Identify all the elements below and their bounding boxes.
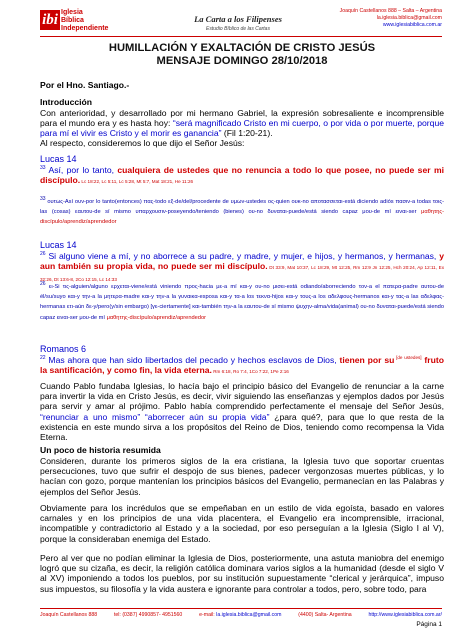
- verse1-lead: Así, por lo tanto,: [48, 165, 118, 175]
- title-line-2: MENSAJE DOMINGO 28/10/2018: [156, 55, 328, 68]
- verse1-inter-text: ουτως-Así ουν-por lo tanto(entonces) πας-todo εξ-de/del/procedente de υμων-ustedes ος-quien ουκ-no αποτασσεται-está diciendo adiós πασιν-a todas τοις-las (cosas) εαυτου-de sí mismo υπαρχουσιν-poseyendo/teniendo (bienes) ου-no δυναται-puede/está siendo capaz μου-de mí ειναι-ser: [40, 199, 444, 216]
- verse3-text: [40, 355, 444, 377]
- verse2-lead: Si alguno viene a mí, y no aborrece a su padre, y madre, y mujer, e hijos, y hermanos, y hermanas,: [48, 251, 440, 261]
- header-center: [190, 14, 286, 32]
- logo-line-2: Bíblica: [61, 17, 84, 25]
- verse2-inter-text: ει-Si τις-alguien/alguno ερχεται-viene/está viniendo προς-hacia με-a mí και-y ου-no μισει-está odiando/aborreciendo τον-a el πατερα-padre αυτου-de él/su/suyo και-y την-a la μητερα-madre και-y την-a la γυναικα-esposa και-y τα-a los τεκνα-hijos και-y τους-a los αδελφους-hermanos και-y τας-a las αδελφας-hermanas ετι-aún δε-y/pero(y/sin embargo) [γε-ciertamente] και-también την-a la εαυτου-de sí mismo ψυχην-alma/vida(animal) ου-no δυναται-puede/está siendo capaz ειναι-ser μου-de mí: [40, 284, 444, 321]
- history-paragraph-1: Consideren, durante los primeros siglos de la era cristiana, la Iglesia tuvo que soportar cruentas persecuciones, tuvo que sufrir el despojo de sus bienes, padecer vergonzosas muertes públicas, y lo hacían con gozo, porque mantenían los principios básicos del Evangelio, permanecían en las Palabras y ejemplos del Señor Jesús.: [40, 456, 444, 497]
- verse3-highlight-a: tienen por su: [339, 355, 395, 365]
- history-paragraph-2: Obviamente para los incrédulos que se empeñaban en un estilo de vida egoísta, basado en valores carnales y en los principios de una vida placentera, el Evangelio era incomprensible, irracional, incompatible y contradictorio al Estado y a la sociedad, por eso perseguían a la Iglesia (Siglo I al V), porque la consideraban enemiga del Estado.: [40, 503, 444, 544]
- history-paragraph-3: Pero al ver que no podían eliminar la Iglesia de Dios, posteriormente, una astuta maniobra del enemigo logró que su cizaña, es decir, la religión católica dominara varios siglos a la humanidad (desde el siglo V al XV) imponiendo a todos los pueblos, por su institución supuestamente “clerical y jerárquica”, impuso sus impuestos, su filosofía y la vida austera e ignorante para controlar a todos, pero, sobre todo, para: [40, 553, 444, 594]
- pablo-quote: “renunciar a uno mismo” “aborrecer aún su propia vida”: [40, 411, 270, 422]
- title-line-1: HUMILLACIÓN Y EXALTACIÓN DE CRISTO JESÚS: [108, 42, 376, 54]
- intro-heading: Introducción: [40, 97, 93, 107]
- verse1-interlinear: [40, 197, 444, 228]
- footer-email-label: e-mail:: [199, 612, 217, 618]
- verse2-inter-number: 26: [40, 281, 46, 288]
- verse2-number: 26: [40, 251, 46, 258]
- verse3-number: 22: [40, 355, 46, 362]
- verse1-inter-highlight: μαθητης-discípulo/aprendiz/aprendedor: [40, 209, 444, 226]
- verse3-lead: Mas ahora que han sido libertados del pecado y hechos esclavos de Dios,: [48, 355, 340, 365]
- verse3-bracket: [de ustedes]: [394, 355, 422, 361]
- verse2-interlinear: [40, 282, 444, 323]
- pablo-text-a: Cuando Pablo fundaba Iglesias, lo hacía bajo el principio básico del Evangelio de renunciar a la carne para invertir la vida en Cristo Jesús, es decir, vivir siguiendo las enseñanzas y ejemplos dados por Jesús para servir y amar al prójimo. Pablo había comprendido perfectamente el mensaje del Señor Jesús,: [40, 381, 444, 412]
- verse3-ref: Romanos 6: [40, 344, 87, 354]
- verse1-number: 33: [40, 165, 46, 172]
- intro-ref: (Fil 1:20-21).: [221, 128, 273, 139]
- verse2-ref: Lucas 14: [40, 240, 77, 250]
- footer-email-link[interactable]: la.iglesia.biblica@gmail.com: [216, 612, 282, 618]
- footer-divider: [40, 608, 442, 609]
- footer: [40, 612, 442, 618]
- verse3-highlight-b: fruto la santificación, y como fin, la vida eterna.: [40, 355, 444, 376]
- header-address: Joaquín Castellanos 888 – Salta – Argentina: [339, 8, 442, 14]
- verse2-inter-highlight: μαθητης-discípulo/aprendiz/aprendedor: [106, 314, 207, 321]
- verse3-xrefs: Rm 6:18, Ro 7:4, 1Co 7:22, 1Pe 2:16: [211, 369, 289, 375]
- footer-email-block: [199, 612, 281, 618]
- author-line: Por el Hno. Santiago.-: [40, 80, 130, 90]
- pablo-paragraph: [40, 381, 444, 442]
- verse1-ref: Lucas 14: [40, 154, 77, 164]
- series-title: La Carta a los Filipenses: [194, 14, 282, 24]
- footer-address: Joaquín Castellanos 888: [40, 612, 98, 618]
- logo-line-1: Iglesia: [61, 9, 83, 16]
- header-contact: [340, 8, 442, 30]
- pablo-text-b: ¿para qué?, para que lo que resta de la existencia en este mundo sirva a los propósitos del Reino de Dios, teniendo como recompensa la Vida Eterna.: [40, 411, 444, 443]
- footer-city: (4400) Salta- Argentina: [298, 612, 352, 618]
- verse1-xrefs: Lc 18:22, Lc 5:11, Lc 5:28, Mt 5:7, Mat 18:21, He 11:26: [80, 179, 194, 185]
- church-name: [61, 9, 121, 34]
- intro-quote: “será magnificado Cristo en mi cuerpo, o por vida o por muerte, porque para mí el vivir es Cristo y el morir es ganancia”: [40, 118, 445, 139]
- verse2-xrefs: Dt 33:9, Mat 10:37, Lc 18:29, Mt 12:25, Rm 12:9 Jn 12:25, Hch 20:24, Ap 12:11, Ex 32:26, Dt 13:6-8, 2Co 12:15, Lc 14:33: [40, 265, 444, 283]
- church-logo: ibi: [40, 10, 60, 30]
- header-email[interactable]: la.iglesia.biblica@gmail.com: [376, 15, 442, 22]
- verse2-highlight: y aun también su propia vida, no puede ser mi discípulo.: [40, 251, 444, 272]
- respect-line: Al respecto, consideremos lo que dijo el Señor Jesús:: [40, 138, 245, 148]
- footer-website-link[interactable]: http://www.iglesiabiblica.com.ar/: [368, 612, 442, 618]
- header-website-link[interactable]: www.iglesiabiblica.com.ar: [382, 22, 442, 29]
- verse1-highlight: cualquiera de ustedes que no renuncia a todo lo que posee, no puede ser mi discípulo.: [40, 165, 444, 186]
- intro-text: Con anterioridad, y desarrollado por mi hermano Gabriel, la expresión sobresaliente e incomprensible para el mundo era y es hasta hoy:: [40, 108, 444, 129]
- verse2-text: [40, 251, 444, 286]
- page-number: Página 1: [416, 621, 442, 628]
- series-subtitle: Estudio Bíblico de las Cartas: [206, 26, 270, 32]
- verse1-inter-number: 33: [40, 196, 46, 203]
- document-title: [40, 42, 444, 68]
- intro-paragraph: [40, 108, 444, 139]
- history-heading: Un poco de historia resumida: [40, 445, 161, 455]
- footer-phone: tel: (0387) 4990857- 4951560: [113, 612, 183, 618]
- header-divider: [40, 36, 442, 37]
- verse1-text: [40, 165, 444, 187]
- logo-line-3: Independiente: [61, 25, 109, 33]
